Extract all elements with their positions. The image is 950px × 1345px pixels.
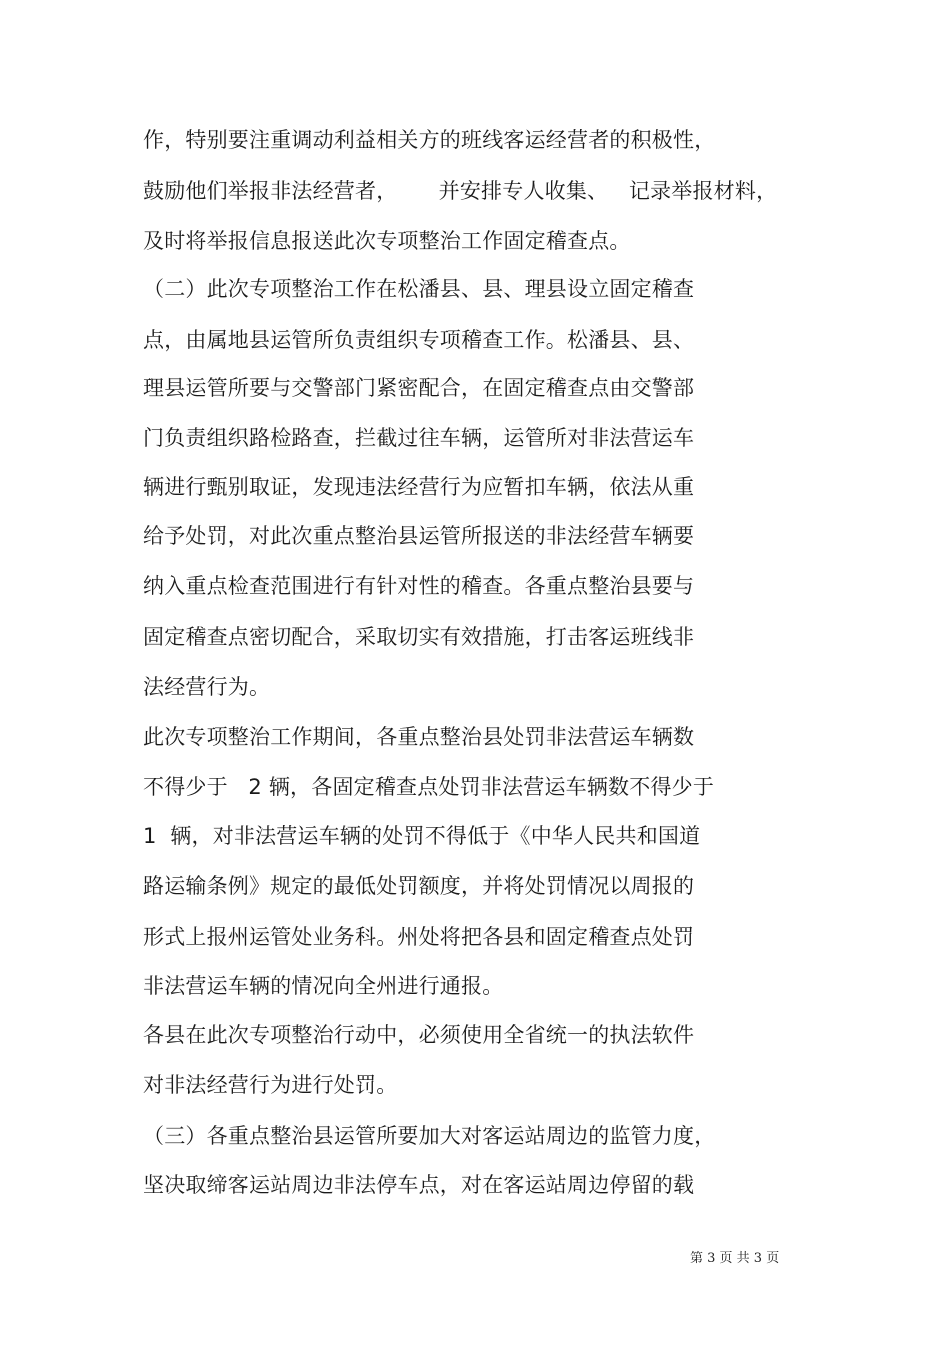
text-line: 法经营行为。	[143, 675, 271, 699]
text-line: 给予处罚，对此次重点整治县运管所报送的非法经营车辆要	[143, 524, 695, 548]
text-line: 形式上报州运管处业务科。州处将把各县和固定稽查点处罚	[143, 925, 695, 949]
text-line: （二）此次专项整治工作在松潘县、县、理县设立固定稽查	[143, 277, 695, 301]
text-line: 不得少于 2 辆，各固定稽查点处罚非法营运车辆数不得少于	[143, 775, 715, 799]
text-line: 鼓励他们举报非法经营者， 并安排专人收集、 记录举报材料，	[143, 179, 778, 203]
text-line: 各县在此次专项整治行动中，必须使用全省统一的执法软件	[143, 1023, 695, 1047]
text-line: 纳入重点检查范围进行有针对性的稽查。各重点整治县要与	[143, 574, 695, 598]
text-line: （三）各重点整治县运管所要加大对客运站周边的监管力度，	[143, 1124, 716, 1148]
text-line: 作，特别要注重调动利益相关方的班线客运经营者的积极性，	[143, 128, 716, 152]
page-number: 第 3 页 共 3 页	[690, 1251, 780, 1266]
text-line: 坚决取缔客运站周边非法停车点，对在客运站周边停留的载	[143, 1173, 695, 1197]
text-line: 路运输条例》规定的最低处罚额度，并将处罚情况以周报的	[143, 874, 695, 898]
text-line: 非法营运车辆的情况向全州进行通报。	[143, 974, 504, 998]
text-line: 辆进行甄别取证，发现违法经营行为应暂扣车辆，依法从重	[143, 475, 695, 499]
text-line: 此次专项整治工作期间，各重点整治县处罚非法营运车辆数	[143, 725, 695, 749]
text-line: 理县运管所要与交警部门紧密配合，在固定稽查点由交警部	[143, 376, 695, 400]
text-line: 固定稽查点密切配合，采取切实有效措施，打击客运班线非	[143, 625, 695, 649]
text-line: 对非法经营行为进行处罚。	[143, 1073, 398, 1097]
text-line: 门负责组织路检路查，拦截过往车辆，运管所对非法营运车	[143, 426, 695, 450]
text-line: 点，由属地县运管所负责组织专项稽查工作。松潘县、县、	[143, 328, 695, 352]
text-line: 及时将举报信息报送此次专项整治工作固定稽查点。	[143, 229, 631, 253]
text-line: 1 辆，对非法营运车辆的处罚不得低于《中华人民共和国道	[143, 824, 701, 848]
